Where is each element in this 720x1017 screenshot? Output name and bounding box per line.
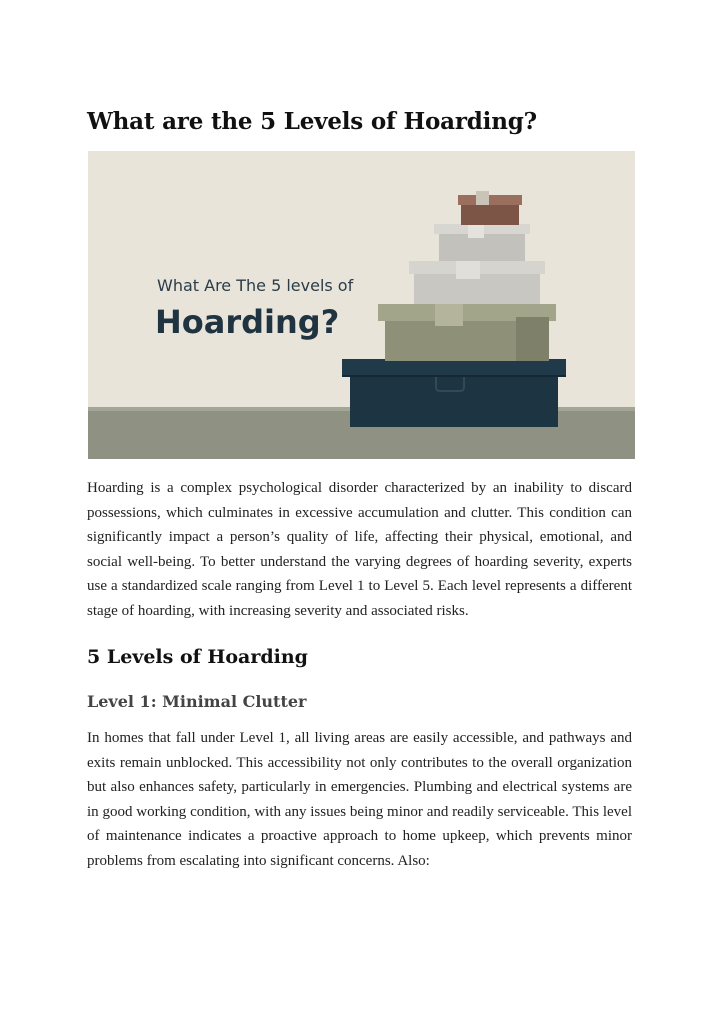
hero-illustration (88, 151, 635, 459)
olive-box (378, 304, 556, 361)
level1-heading: Level 1: Minimal Clutter (87, 692, 307, 711)
article-title: What are the 5 Levels of Hoarding? (87, 108, 537, 135)
grey-box-large (409, 261, 545, 304)
dark-box (342, 359, 566, 427)
section-heading: 5 Levels of Hoarding (87, 646, 308, 668)
grey-box-small (434, 224, 530, 261)
brown-box (458, 191, 522, 225)
hero-heading-line1: What Are The 5 levels of (157, 276, 354, 295)
hero-heading-line2: Hoarding? (155, 303, 340, 341)
intro-paragraph: Hoarding is a complex psychological disorder characterized by an inability to discard possessions, which culminates in excessive accumulation and clutter. This condition can significantly impact a person’s quality of life, affecting their physical, emotional, and social well-being. To better understand the varying degrees of hoarding severity, experts use a standardized scale ranging from Level 1 to Level 5. Each level represents a different stage of hoarding, with increasing severity and associated risks. (87, 480, 632, 619)
level1-paragraph: In homes that fall under Level 1, all living areas are easily accessible, and pathways and exits remain unblocked. This accessibility not only contributes to the overall organization but also enhances safety, particularly in emergencies. Plumbing and electrical systems are in good working condition, with any issues being minor and readily serviceable. This level of maintenance indicates a proactive approach to home upkeep, which prevents minor problems from escalating into significant concerns. Also: (87, 730, 632, 869)
